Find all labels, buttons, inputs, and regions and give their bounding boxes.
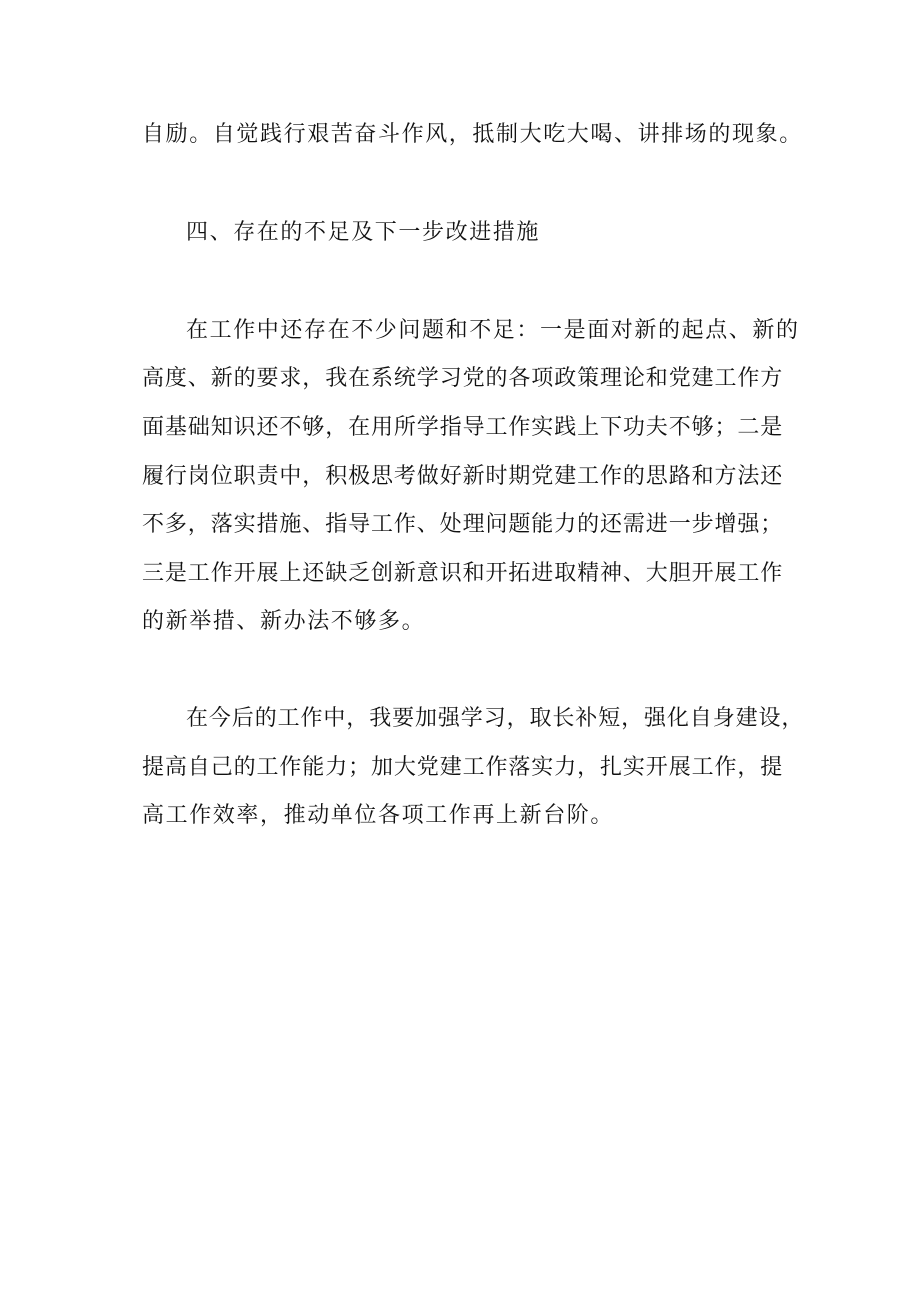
paragraph-line: 的新举措、新办法不够多。 [142,609,426,634]
paragraph-line: 履行岗位职责中，积极思考做好新时期党建工作的思路和方法还 [142,464,784,489]
paragraph-line: 提高自己的工作能力；加大党建工作落实力，扎实开展工作，提 [142,755,784,780]
paragraph-line: 高度、新的要求，我在系统学习党的各项政策理论和党建工作方 [142,366,784,391]
paragraph-line: 在工作中还存在不少问题和不足：一是面对新的起点、新的 [186,318,800,343]
paragraph-line: 在今后的工作中，我要加强学习，取长补短，强化自身建设， [186,706,805,731]
paragraph-line: 高工作效率，推动单位各项工作再上新台阶。 [142,803,615,828]
section-heading: 四、存在的不足及下一步改进措施 [186,220,541,245]
paragraph-line: 面基础知识还不够，在用所学指导工作实践上下功夫不够；二是 [142,415,784,440]
paragraph-line: 三是工作开展上还缺乏创新意识和开拓进取精神、大胆开展工作 [142,561,784,586]
paragraph-line: 不多，落实措施、指导工作、处理问题能力的还需进一步增强； [142,512,784,537]
paragraph-line: 自励。自觉践行艰苦奋斗作风，抵制大吃大喝、讲排场的现象。 [142,122,803,147]
